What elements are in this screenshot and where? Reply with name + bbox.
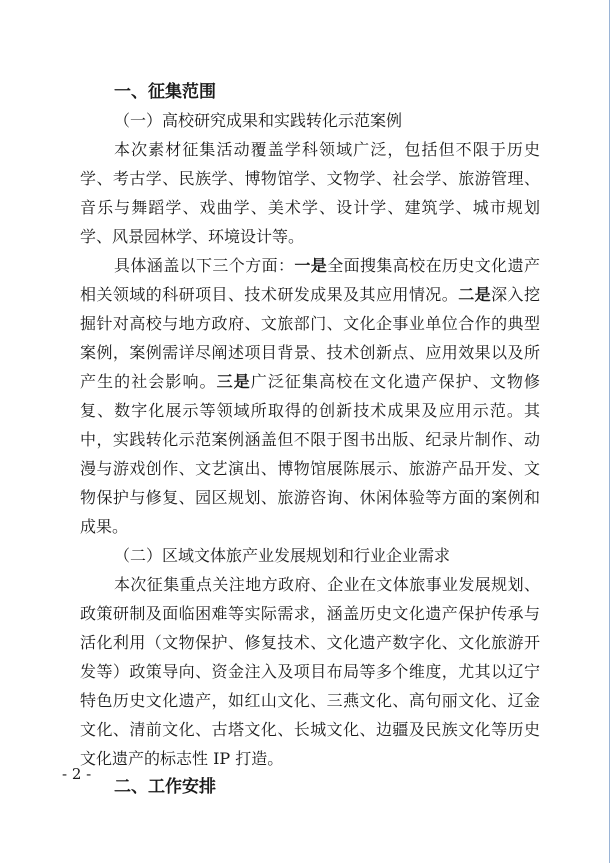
section-1-heading: 一、征集范围: [114, 82, 216, 102]
subsection-1-paragraph-2: [80, 251, 540, 541]
point-3-text: 广泛征集高校在文化遗产保护、文物修复、数字化展示等领域所取得的创新技术成果及应用示范。其中，实践转化示范案例涵盖但不限于图书出版、纪录片制作、动漫与游戏创作、文艺演出、博物馆展陈展示、旅游产品开发、文物保护与修复、园区规划、旅游咨询、休闲体验等方面的案例和成果。: [80, 372, 540, 536]
subsection-1-heading: （一）高校研究成果和实践转化示范案例: [114, 111, 403, 130]
point-1-label: 一是: [294, 256, 328, 275]
page-edge: [609, 0, 610, 863]
section-2-heading: 二、工作安排: [114, 777, 216, 797]
point-2-text: 深入挖掘针对高校与地方政府、文旅部门、文化企事业单位合作的典型案例，案例需详尽阐述项目背景、技术创新点、应用效果以及所产生的社会影响。: [80, 285, 540, 391]
point-2-label: 二是: [458, 285, 492, 304]
point-1-text: 全面搜集高校在历史文化遗产相关领域的科研项目、技术研发成果及其应用情况。: [80, 256, 540, 304]
point-3-label: 三是: [216, 372, 251, 391]
page-number: - 2 -: [62, 765, 92, 783]
subsection-1-paragraph-1: 本次素材征集活动覆盖学科领域广泛，包括但不限于历史学、考古学、民族学、博物馆学、文物学、社会学、旅游管理、音乐与舞蹈学、戏曲学、美术学、设计学、建筑学、城市规划学、风景园林学、环境设计等。: [80, 140, 540, 246]
paragraph-intro: 具体涵盖以下三个方面：: [114, 256, 295, 275]
subsection-2-paragraph-1: 本次征集重点关注地方政府、企业在文体旅事业发展规划、政策研制及面临困难等实际需求，涵盖历史文化遗产保护传承与活化利用（文物保护、修复技术、文化遗产数字化、文化旅游开发等）政策导向、资金注入及项目布局等多个维度，尤其以辽宁特色历史文化遗产，如红山文化、三燕文化、高句丽文化、辽金文化、清前文化、古塔文化、长城文化、边疆及民族文化等历史文化遗产的标志性 IP 打造。: [80, 575, 540, 768]
document-body: [80, 78, 540, 801]
subsection-2-heading: （二）区域文体旅产业发展规划和行业企业需求: [114, 546, 451, 565]
